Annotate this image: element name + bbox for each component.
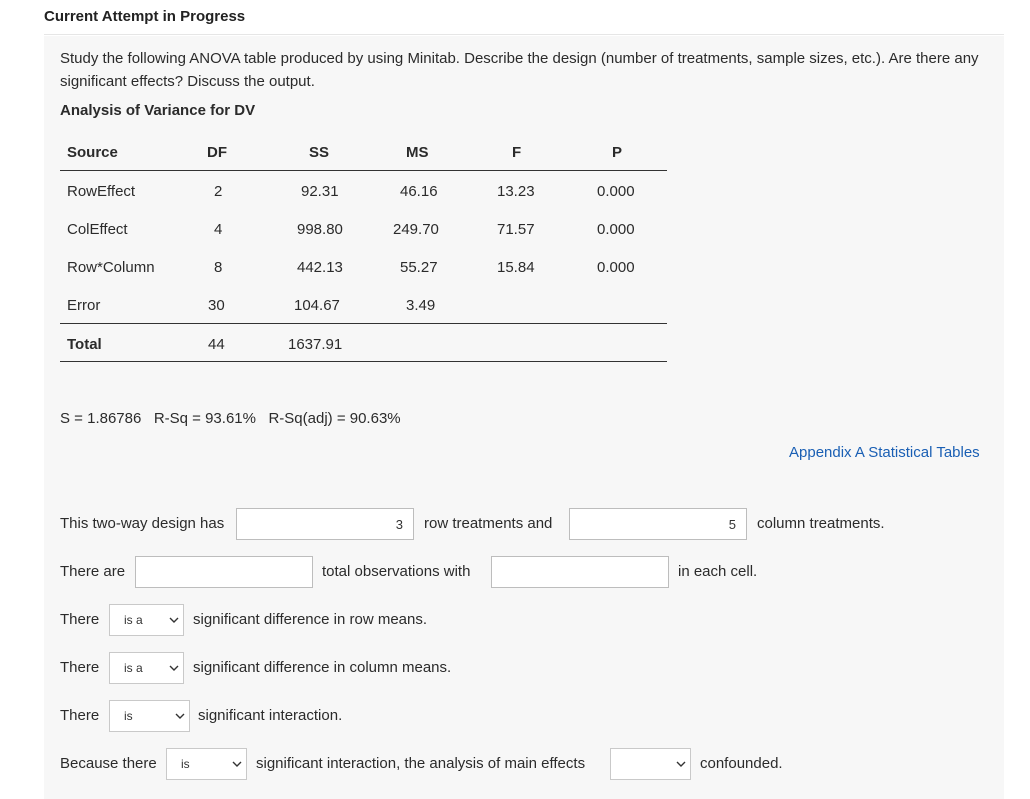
header-p: P [612, 144, 623, 161]
cell-source: ColEffect [67, 221, 128, 238]
chevron-down-icon [676, 759, 686, 769]
header-df: DF [207, 144, 227, 161]
col-treatments-suffix: column treatments. [757, 515, 885, 532]
cell-df: 8 [214, 259, 223, 276]
cell-df: 30 [208, 297, 225, 314]
table-row [60, 289, 667, 327]
cell-ms: 46.16 [400, 183, 438, 200]
page-header: Current Attempt in Progress [44, 8, 246, 25]
bottom-rule [60, 361, 667, 362]
col-select-value: is a [124, 661, 143, 675]
chevron-down-icon [169, 615, 179, 625]
row-treatments-input[interactable]: 3 [236, 508, 414, 540]
interaction-select-value: is [124, 709, 133, 723]
because-suffix: confounded. [700, 755, 783, 772]
col-suffix: significant difference in column means. [193, 659, 452, 676]
because-prefix: Because there [60, 755, 157, 772]
header-ms: MS [406, 144, 429, 161]
cell-source: Error [67, 297, 101, 314]
inter-prefix: There [60, 707, 100, 724]
because-select-value: is [181, 757, 190, 771]
row-significance-select[interactable] [109, 604, 184, 636]
question-text: Study the following ANOVA table produced by using Minitab. Describe the design (number of treatments, sample sizes, etc.). Are there any significant effects? Discuss the output. [60, 50, 979, 90]
design-prefix: This two-way design has [60, 515, 225, 532]
header-f: F [512, 144, 522, 161]
table-row [60, 251, 667, 289]
cell-ss: 998.80 [297, 221, 343, 238]
cell-ms: 3.49 [406, 297, 436, 314]
cell-source: Total [67, 336, 102, 353]
anova-title: Analysis of Variance for DV [60, 102, 256, 119]
total-rule [60, 323, 667, 324]
cell-ss: 1637.91 [288, 336, 343, 353]
col-treatments-input[interactable]: 5 [569, 508, 747, 540]
row-select-value: is a [124, 613, 143, 627]
table-row [60, 213, 667, 251]
row-suffix: significant difference in row means. [193, 611, 428, 628]
cell-f: 15.84 [497, 259, 535, 276]
cell-p: 0.000 [597, 221, 635, 238]
table-row [60, 175, 667, 213]
cell-ms: 55.27 [400, 259, 438, 276]
row-prefix: There [60, 611, 100, 628]
cell-f: 13.23 [497, 183, 535, 200]
because-middle: significant interaction, the analysis of main effects [256, 755, 586, 772]
cell-ss: 442.13 [297, 259, 343, 276]
cell-ss: 104.67 [294, 297, 340, 314]
because-select[interactable] [166, 748, 247, 780]
row-treatments-suffix: row treatments and [424, 515, 553, 532]
cell-p: 0.000 [597, 259, 635, 276]
cell-df: 2 [214, 183, 223, 200]
cell-p: 0.000 [597, 183, 635, 200]
header-ss: SS [309, 144, 330, 161]
cell-source: Row*Column [67, 259, 155, 276]
interaction-select[interactable] [109, 700, 190, 732]
chevron-down-icon [169, 663, 179, 673]
col-significance-select[interactable] [109, 652, 184, 684]
chevron-down-icon [232, 759, 242, 769]
obs-suffix: in each cell. [678, 563, 758, 580]
confounded-select[interactable] [610, 748, 691, 780]
obs-middle: total observations with [322, 563, 471, 580]
appendix-link[interactable]: Appendix A Statistical Tables [789, 444, 980, 461]
per-cell-input[interactable] [491, 556, 669, 588]
header-divider [44, 34, 1004, 35]
cell-df: 44 [208, 336, 225, 353]
obs-prefix: There are [60, 563, 126, 580]
cell-ms: 249.70 [393, 221, 439, 238]
chevron-down-icon [175, 711, 185, 721]
anova-header-row [60, 136, 667, 174]
total-observations-input[interactable] [135, 556, 313, 588]
model-summary: S = 1.86786 R-Sq = 93.61% R-Sq(adj) = 90.63% [60, 410, 401, 427]
header-rule [60, 170, 667, 171]
cell-ss: 92.31 [301, 183, 339, 200]
col-prefix: There [60, 659, 100, 676]
cell-source: RowEffect [67, 183, 136, 200]
cell-df: 4 [214, 221, 223, 238]
header-source: Source [67, 144, 118, 161]
inter-suffix: significant interaction. [198, 707, 343, 724]
cell-f: 71.57 [497, 221, 535, 238]
